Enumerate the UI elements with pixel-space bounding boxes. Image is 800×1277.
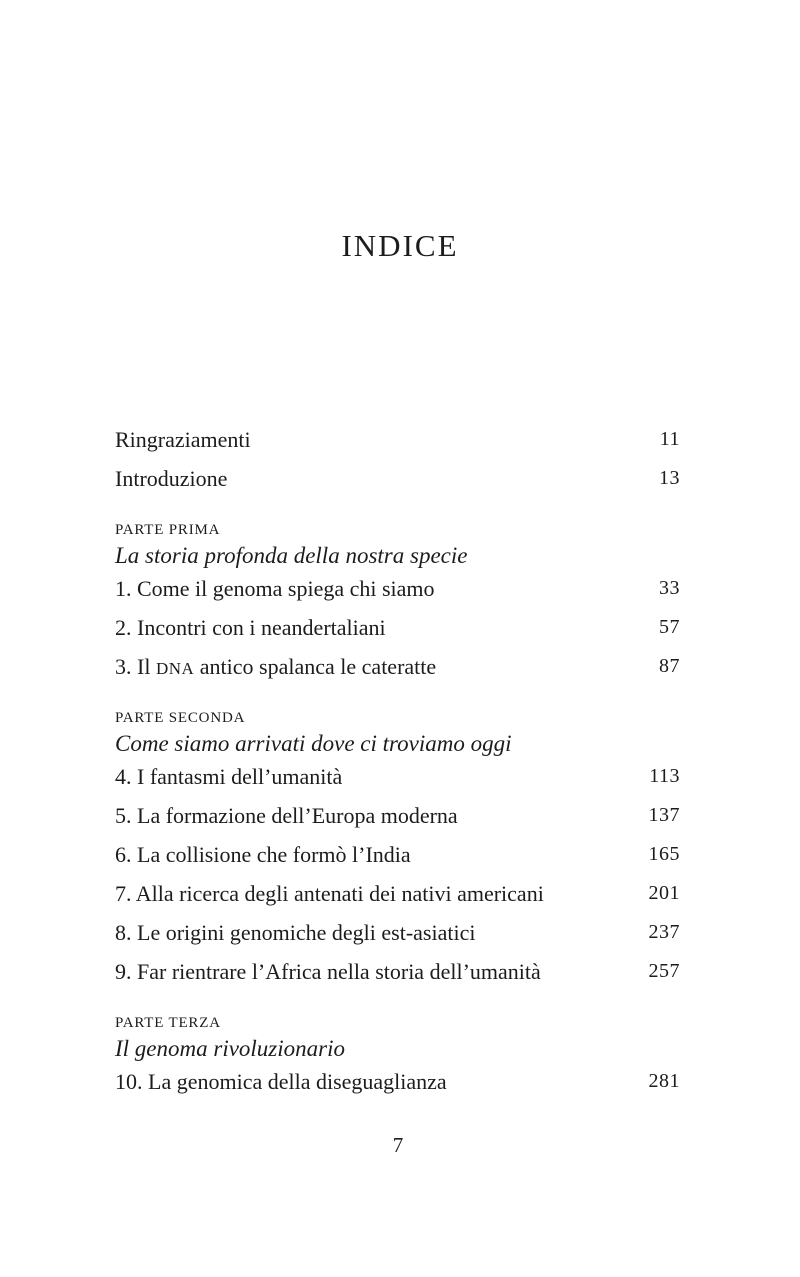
entry-page-number: 113	[649, 765, 680, 787]
entry-label-post: antico spalanca le cateratte	[194, 653, 437, 679]
toc-part-terza	[115, 1013, 680, 1101]
entry-label: 7. Alla ricerca degli antenati dei nativi americani	[115, 880, 544, 906]
dna-acronym: DNA	[155, 658, 195, 678]
entry-label: 2. Incontri con i neandertaliani	[115, 614, 386, 640]
entry-label-pre: 3. Il	[115, 653, 156, 679]
entry-page-number: 137	[648, 804, 680, 826]
toc-entry	[115, 459, 680, 498]
table-of-contents	[115, 420, 680, 1101]
part-title: Come siamo arrivati dove ci troviamo oggi	[115, 731, 512, 756]
entry-label: 10. La genomica della diseguaglianza	[115, 1068, 447, 1094]
entry-page-number: 201	[648, 882, 680, 904]
entry-label: 9. Far rientrare l’Africa nella storia dell’umanità	[115, 958, 541, 984]
toc-part-prima	[115, 520, 680, 686]
entry-page-number: 87	[659, 655, 680, 677]
entry-page-number: 11	[659, 428, 680, 450]
entry-label: 5. La formazione dell’Europa moderna	[115, 802, 458, 828]
entry-label: 4. I fantasmi dell’umanità	[115, 763, 343, 789]
toc-part-seconda	[115, 708, 680, 991]
part-title: La storia profonda della nostra specie	[115, 543, 468, 568]
toc-entry	[115, 757, 680, 796]
toc-entry	[115, 1062, 680, 1101]
entry-label: 1. Come il genoma spiega chi siamo	[115, 575, 435, 601]
toc-entry	[115, 420, 680, 459]
part-label: PARTE SECONDA	[115, 710, 246, 726]
toc-entry	[115, 874, 680, 913]
entry-page-number: 13	[659, 467, 680, 489]
entry-label: Introduzione	[115, 465, 228, 491]
part-title: Il genoma rivoluzionario	[115, 1036, 345, 1061]
entry-label: 8. Le origini genomiche degli est-asiatici	[115, 919, 476, 945]
toc-entry	[115, 608, 680, 647]
toc-entry	[115, 952, 680, 991]
entry-label	[115, 654, 436, 680]
page-title: INDICE	[341, 228, 459, 263]
entry-page-number: 281	[648, 1070, 680, 1092]
entry-page-number: 57	[659, 616, 680, 638]
toc-entry	[115, 647, 680, 686]
toc-entry	[115, 835, 680, 874]
entry-label: Ringraziamenti	[115, 426, 251, 452]
entry-page-number: 165	[648, 843, 680, 865]
toc-entry	[115, 569, 680, 608]
entry-page-number: 237	[648, 921, 680, 943]
toc-entry	[115, 796, 680, 835]
entry-page-number: 257	[648, 960, 680, 982]
entry-label: 6. La collisione che formò l’India	[115, 841, 411, 867]
footer-page-number: 7	[392, 1133, 404, 1157]
part-label: PARTE PRIMA	[115, 522, 221, 538]
part-label: PARTE TERZA	[115, 1015, 221, 1031]
entry-page-number: 33	[659, 577, 680, 599]
toc-entry	[115, 913, 680, 952]
